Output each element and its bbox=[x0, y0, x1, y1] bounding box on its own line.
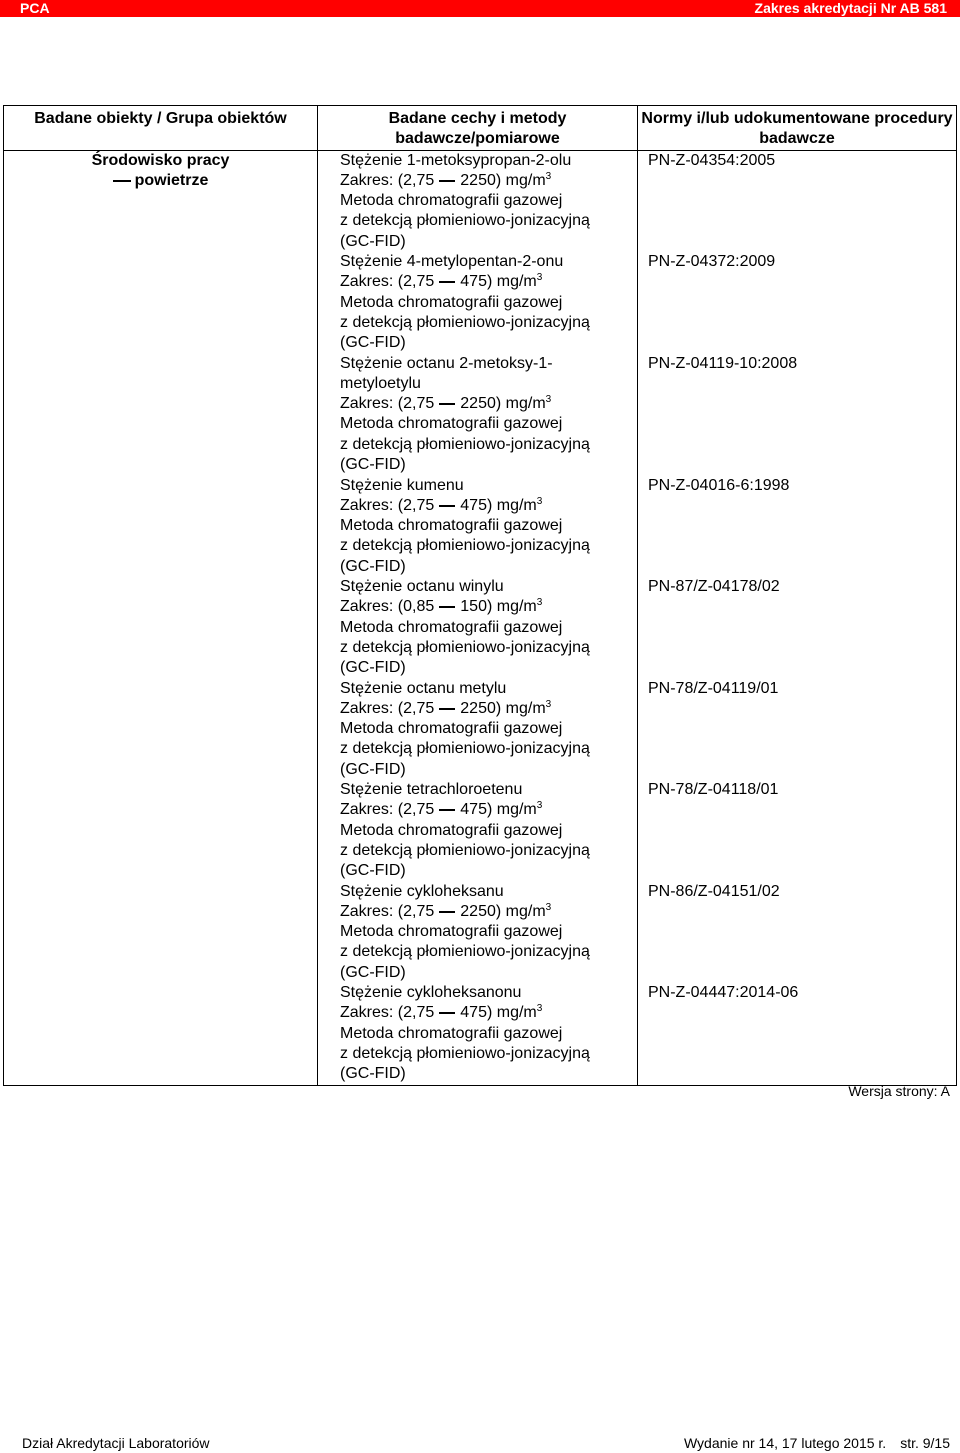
method-line-2: z detekcją płomieniowo-jonizacyjną bbox=[340, 1044, 590, 1062]
header-right: Zakres akredytacji Nr AB 581 bbox=[754, 0, 947, 16]
norm-block bbox=[648, 882, 956, 984]
range-dash bbox=[439, 180, 455, 182]
page-version: Wersja strony: A bbox=[848, 1083, 950, 1099]
norm-block bbox=[648, 252, 956, 354]
norm-block bbox=[648, 151, 956, 253]
method-line-2: z detekcją płomieniowo-jonizacyjną bbox=[340, 313, 590, 331]
method-line-2: z detekcją płomieniowo-jonizacyjną bbox=[340, 740, 590, 758]
norm-code: PN-86/Z-04151/02 bbox=[648, 882, 780, 900]
accreditation-table bbox=[3, 105, 957, 1086]
substance-name: Stężenie cykloheksanu bbox=[340, 882, 504, 900]
substance-name: Stężenie cykloheksanonu bbox=[340, 984, 522, 1002]
range-line: Zakres: (0,85 150) $mg/m^3$ bbox=[340, 597, 543, 616]
object-line-2-text: powietrze bbox=[134, 171, 209, 189]
range-dash bbox=[439, 281, 455, 283]
method-line-3: (GC-FID) bbox=[340, 760, 406, 778]
norm-block bbox=[648, 354, 956, 476]
methods-cell bbox=[318, 150, 638, 1085]
method-line-1: Metoda chromatografii gazowej bbox=[340, 618, 563, 636]
range-dash bbox=[439, 1012, 455, 1014]
method-line-1: Metoda chromatografii gazowej bbox=[340, 293, 563, 311]
norm-code: PN-Z-04372:2009 bbox=[648, 253, 776, 271]
method-line-3: (GC-FID) bbox=[340, 1065, 406, 1083]
method-block bbox=[340, 780, 637, 882]
method-block bbox=[340, 354, 637, 476]
range-dash bbox=[439, 403, 455, 405]
substance-name: Stężenie kumenu bbox=[340, 476, 464, 494]
method-line-2: z detekcją płomieniowo-jonizacyjną bbox=[340, 943, 590, 961]
method-block bbox=[340, 983, 637, 1085]
column-header-methods: Badane cechy i metody badawcze/pomiarowe bbox=[318, 106, 638, 151]
header-bar bbox=[0, 0, 960, 17]
method-line-1: Metoda chromatografii gazowej bbox=[340, 1024, 563, 1042]
method-line-3: (GC-FID) bbox=[340, 557, 406, 575]
method-block bbox=[340, 151, 637, 253]
norm-block bbox=[648, 780, 956, 882]
method-line-1: Metoda chromatografii gazowej bbox=[340, 415, 563, 433]
method-line-3: (GC-FID) bbox=[340, 334, 406, 352]
table-header-row bbox=[4, 106, 957, 151]
norm-code: PN-Z-04447:2014-06 bbox=[648, 984, 799, 1002]
footer-page: str. 9/15 bbox=[900, 1435, 950, 1451]
method-line-2: z detekcją płomieniowo-jonizacyjną bbox=[340, 537, 590, 555]
norm-block bbox=[648, 983, 956, 1085]
method-line-3: (GC-FID) bbox=[340, 862, 406, 880]
object-line-1: Środowisko pracy bbox=[91, 151, 230, 169]
substance-name: Stężenie 1-metoksypropan-2-olu bbox=[340, 151, 572, 169]
header-left: PCA bbox=[20, 0, 50, 16]
range-line: Zakres: (2,75 2250) $mg/m^3$ bbox=[340, 170, 552, 189]
substance-name: Stężenie octanu winylu bbox=[340, 578, 504, 596]
norm-code: PN-Z-04016-6:1998 bbox=[648, 476, 790, 494]
column-header-objects: Badane obiekty / Grupa obiektów bbox=[4, 106, 318, 151]
range-dash bbox=[439, 606, 455, 608]
object-line-2 bbox=[4, 171, 317, 191]
method-line-1: Metoda chromatografii gazowej bbox=[340, 821, 563, 839]
method-line-1: Metoda chromatografii gazowej bbox=[340, 923, 563, 941]
norms-cell bbox=[638, 150, 957, 1085]
footer-edition: Wydanie nr 14, 17 lutego 2015 r. bbox=[683, 1435, 887, 1451]
range-line: Zakres: (2,75 2250) $mg/m^3$ bbox=[340, 698, 552, 717]
method-block bbox=[340, 252, 637, 354]
norm-block bbox=[648, 577, 956, 679]
range-line: Zakres: (2,75 475) $mg/m^3$ bbox=[340, 800, 543, 819]
method-line-2: z detekcją płomieniowo-jonizacyjną bbox=[340, 435, 590, 453]
method-line-2: z detekcją płomieniowo-jonizacyjną bbox=[340, 841, 590, 859]
method-block bbox=[340, 476, 637, 578]
footer-department: Dział Akredytacji Laboratoriów bbox=[22, 1435, 210, 1451]
norm-code: PN-87/Z-04178/02 bbox=[648, 578, 780, 596]
table-row bbox=[4, 150, 957, 1085]
norm-code: PN-Z-04354:2005 bbox=[648, 151, 776, 169]
object-cell bbox=[4, 150, 318, 1085]
range-dash bbox=[439, 708, 455, 710]
substance-name: Stężenie 4-metylopentan-2-onu bbox=[340, 253, 564, 271]
method-line-3: (GC-FID) bbox=[340, 456, 406, 474]
dash-mark bbox=[113, 180, 131, 182]
norm-code: PN-Z-04119-10:2008 bbox=[648, 354, 798, 372]
substance-name: Stężenie octanu metylu bbox=[340, 679, 507, 697]
method-line-1: Metoda chromatografii gazowej bbox=[340, 517, 563, 535]
method-line-3: (GC-FID) bbox=[340, 659, 406, 677]
range-dash bbox=[439, 505, 455, 507]
footer-right bbox=[670, 1435, 950, 1451]
range-line: Zakres: (2,75 475) $mg/m^3$ bbox=[340, 1003, 543, 1022]
range-line: Zakres: (2,75 475) $mg/m^3$ bbox=[340, 495, 543, 514]
norm-block bbox=[648, 679, 956, 781]
range-line: Zakres: (2,75 475) $mg/m^3$ bbox=[340, 272, 543, 291]
norm-code: PN-78/Z-04118/01 bbox=[648, 781, 779, 799]
range-line: Zakres: (2,75 2250) $mg/m^3$ bbox=[340, 394, 552, 413]
substance-name: Stężenie octanu 2-metoksy-1-metyloetylu bbox=[340, 354, 553, 392]
method-block bbox=[340, 882, 637, 984]
method-line-1: Metoda chromatografii gazowej bbox=[340, 720, 563, 738]
column-header-norms: Normy i/lub udokumentowane procedury badawcze bbox=[638, 106, 957, 151]
norm-block bbox=[648, 476, 956, 578]
norm-code: PN-78/Z-04119/01 bbox=[648, 679, 779, 697]
method-line-3: (GC-FID) bbox=[340, 232, 406, 250]
method-line-2: z detekcją płomieniowo-jonizacyjną bbox=[340, 212, 590, 230]
method-line-3: (GC-FID) bbox=[340, 963, 406, 981]
range-dash bbox=[439, 809, 455, 811]
method-block bbox=[340, 577, 637, 679]
method-line-1: Metoda chromatografii gazowej bbox=[340, 192, 563, 210]
method-line-2: z detekcją płomieniowo-jonizacyjną bbox=[340, 638, 590, 656]
range-line: Zakres: (2,75 2250) $mg/m^3$ bbox=[340, 901, 552, 920]
method-block bbox=[340, 679, 637, 781]
range-dash bbox=[439, 911, 455, 913]
substance-name: Stężenie tetrachloroetenu bbox=[340, 781, 523, 799]
